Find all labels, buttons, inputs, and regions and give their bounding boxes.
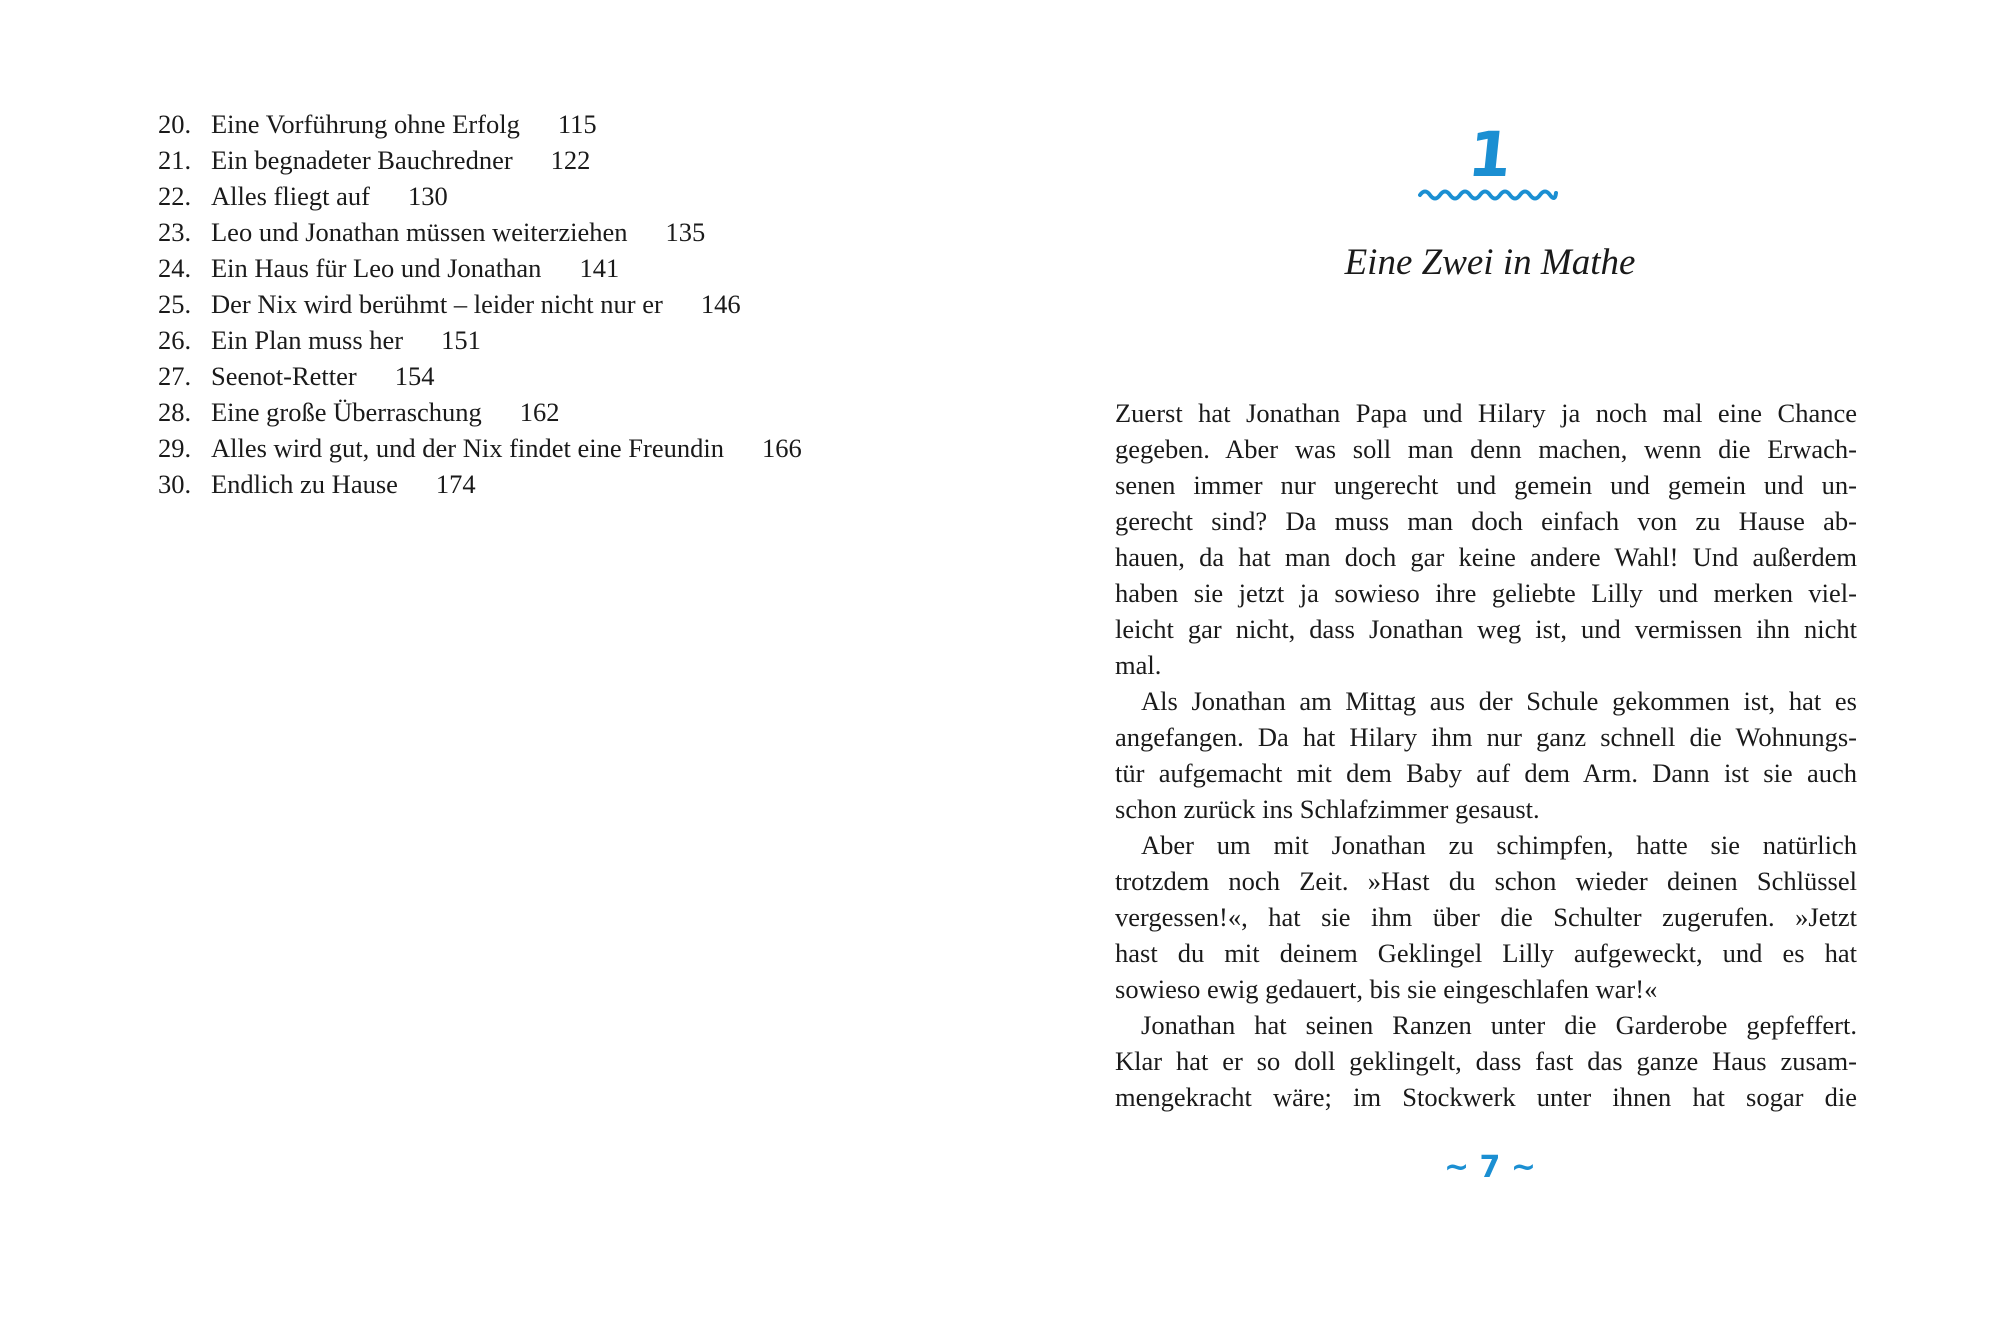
toc-entry-number: 23.	[158, 217, 192, 247]
page-number: ~ 7 ~	[1443, 1150, 1537, 1185]
toc-entry	[158, 142, 958, 178]
toc-entry-title: Seenot-Retter	[211, 361, 357, 391]
text-line: schon zurück ins Schlafzimmer gesaust.	[1115, 794, 1540, 824]
toc-entry-number: 21.	[158, 145, 192, 175]
toc-entry	[158, 286, 958, 322]
toc-entry	[158, 250, 958, 286]
text-line: Zuerst hat Jonathan Papa und Hilary ja noch mal eine Chance	[1115, 398, 1857, 428]
toc-entry	[158, 358, 958, 394]
chapter-number: 1	[1464, 118, 1516, 191]
toc-entry-page: 162	[519, 397, 560, 427]
toc-entry-number: 24.	[158, 253, 192, 283]
toc-entry-number: 22.	[158, 181, 192, 211]
toc-entry	[158, 466, 958, 502]
toc-entry-number: 20.	[158, 109, 192, 139]
toc-entry-page: 151	[441, 325, 481, 355]
toc-entry	[158, 322, 958, 358]
text-line: mengekracht wäre; im Stockwerk unter ihnen hat sogar die	[1115, 1082, 1857, 1112]
toc-entry-title: Ein begnadeter Bauchredner	[211, 145, 513, 175]
toc-entry-title: Endlich zu Hause	[211, 469, 398, 499]
toc-entry-title: Alles fliegt auf	[211, 181, 370, 211]
text-line: Jonathan hat seinen Ranzen unter die Garderobe gepfeffert.	[1141, 1010, 1857, 1040]
text-line: Als Jonathan am Mittag aus der Schule gekommen ist, hat es	[1141, 686, 1857, 716]
table-of-contents	[158, 106, 958, 502]
toc-entry-number: 29.	[158, 433, 192, 463]
text-line: hast du mit deinem Geklingel Lilly aufgeweckt, und es hat	[1115, 938, 1857, 968]
toc-entry-number: 28.	[158, 397, 192, 427]
toc-entry-page: 154	[394, 361, 435, 391]
toc-entry-title: Alles wird gut, und der Nix findet eine Freundin	[211, 433, 724, 463]
toc-entry-page: 135	[665, 217, 706, 247]
text-line: vergessen!«, hat sie ihm über die Schulter zugerufen. »Jetzt	[1115, 902, 1857, 932]
toc-entry	[158, 214, 958, 250]
text-line: sowieso ewig gedauert, bis sie eingeschlafen war!«	[1115, 974, 1658, 1004]
toc-entry-page: 122	[550, 145, 591, 175]
text-line: Aber um mit Jonathan zu schimpfen, hatte sie natürlich	[1141, 830, 1857, 860]
wave-ornament-icon	[1418, 186, 1558, 204]
toc-entry-number: 27.	[158, 361, 192, 391]
toc-entry-page: 174	[435, 469, 476, 499]
text-line: tür aufgemacht mit dem Baby auf dem Arm. Dann ist sie auch	[1115, 758, 1857, 788]
toc-entry-page: 130	[407, 181, 448, 211]
toc-entry-page: 141	[579, 253, 620, 283]
toc-entry-number: 30.	[158, 469, 192, 499]
text-line: gerecht sind? Da muss man doch einfach von zu Hause ab-	[1115, 506, 1857, 536]
toc-entry	[158, 394, 958, 430]
text-line: mal.	[1115, 650, 1162, 680]
toc-entry-title: Leo und Jonathan müssen weiterziehen	[211, 217, 628, 247]
text-line: gegeben. Aber was soll man denn machen, wenn die Erwach-	[1115, 434, 1857, 464]
toc-entry	[158, 178, 958, 214]
toc-entry-title: Ein Haus für Leo und Jonathan	[211, 253, 542, 283]
toc-entry-title: Eine Vorführung ohne Erfolg	[211, 109, 520, 139]
wave-ornament-line	[1420, 192, 1556, 199]
chapter-title: Eine Zwei in Mathe	[1344, 242, 1636, 283]
text-line: trotzdem noch Zeit. »Hast du schon wieder deinen Schlüssel	[1115, 866, 1857, 896]
toc-entry-title: Ein Plan muss her	[211, 325, 404, 355]
toc-entry-page: 166	[761, 433, 802, 463]
toc-entry	[158, 106, 958, 142]
toc-entry	[158, 430, 958, 466]
toc-entry-number: 26.	[158, 325, 192, 355]
text-line: haben sie jetzt ja sowieso ihre geliebte Lilly und merken viel-	[1115, 578, 1857, 608]
text-line: angefangen. Da hat Hilary ihm nur ganz schnell die Wohnungs-	[1115, 722, 1857, 752]
toc-entry-title: Der Nix wird berühmt – leider nicht nur er	[211, 289, 663, 319]
toc-entry-number: 25.	[158, 289, 192, 319]
text-line: hauen, da hat man doch gar keine andere Wahl! Und außerdem	[1115, 542, 1857, 572]
chapter-body-text	[1115, 395, 1857, 1115]
text-line: Klar hat er so doll geklingelt, dass fast das ganze Haus zusam-	[1115, 1046, 1857, 1076]
text-line: leicht gar nicht, dass Jonathan weg ist, und vermissen ihn nicht	[1115, 614, 1857, 644]
text-line: senen immer nur ungerecht und gemein und gemein und un-	[1115, 470, 1857, 500]
toc-entry-page: 146	[700, 289, 741, 319]
toc-entry-page: 115	[557, 109, 597, 139]
toc-entry-title: Eine große Überraschung	[211, 397, 482, 427]
